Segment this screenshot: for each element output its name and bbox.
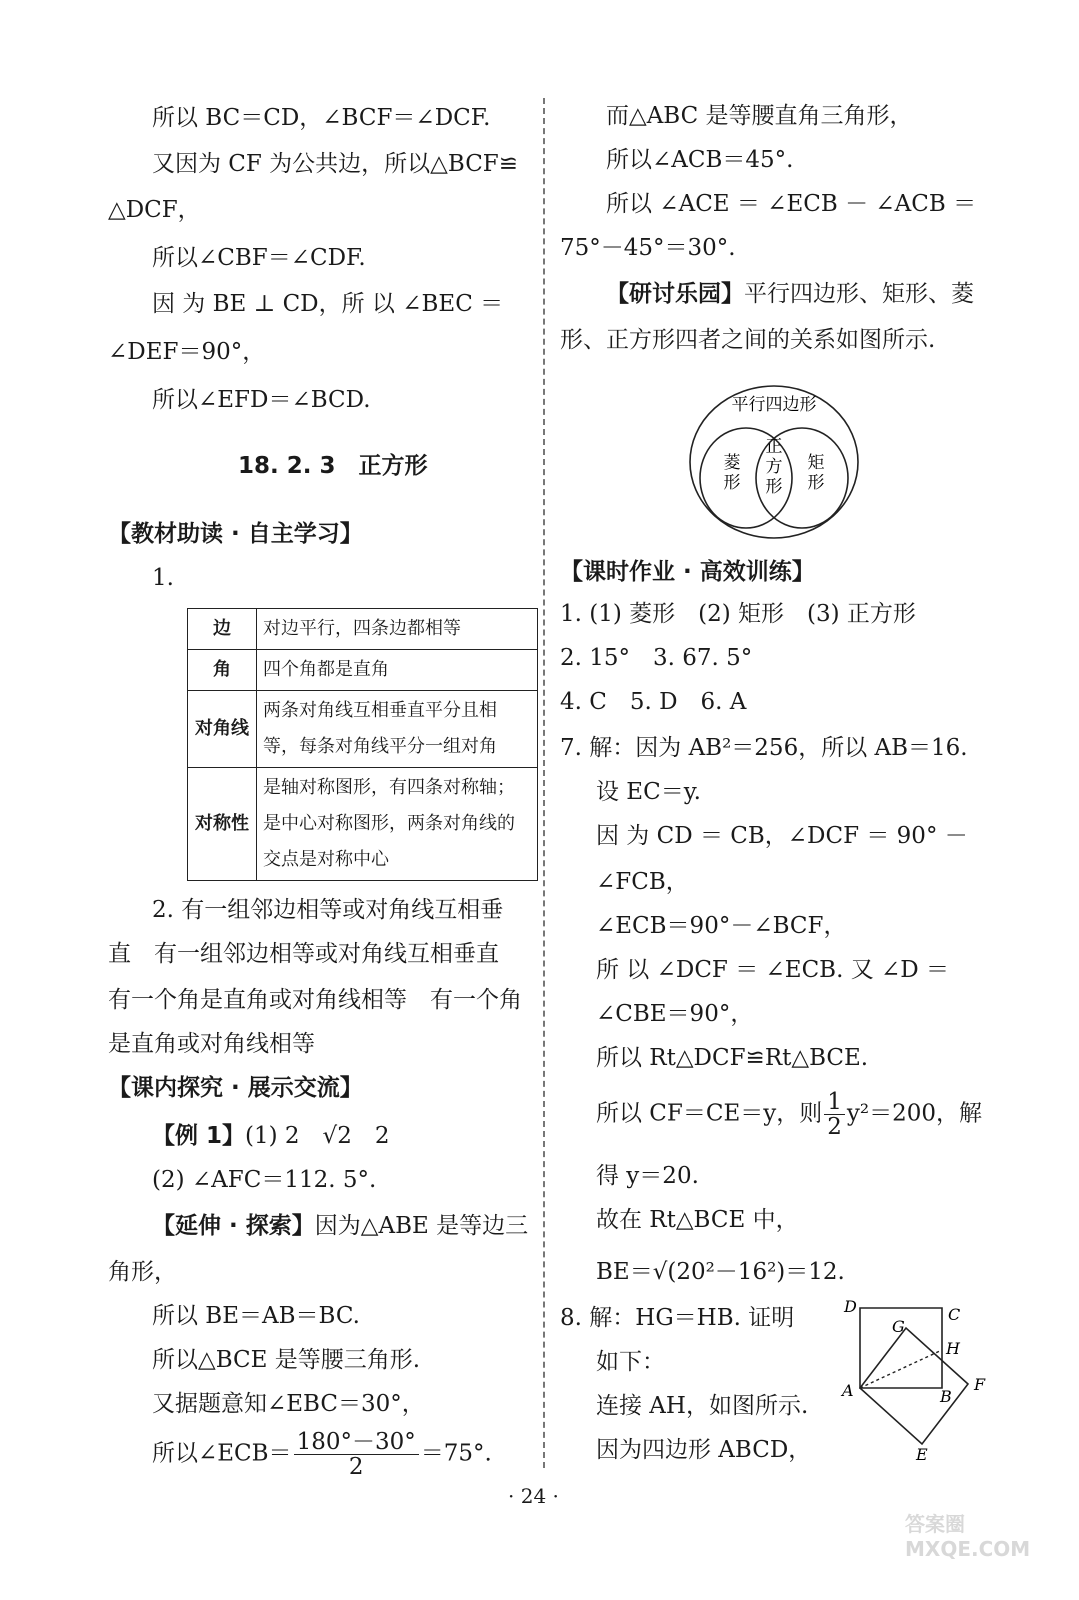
table-header-cell: 对角线 [188, 691, 257, 768]
table-cell: 两条对角线互相垂直平分且相等，每条对角线平分一组对角 [257, 691, 538, 768]
text-span: y²＝200，解 [846, 1100, 983, 1127]
text-line: 所以△BCE 是等腰三角形. [152, 1347, 421, 1373]
text-line: 75°－45°＝30°. [560, 235, 736, 261]
text-line: 设 EC＝y. [596, 779, 701, 805]
section-heading: 【课内探究 · 展示交流】 [108, 1075, 363, 1101]
text-line: 因为四边形 ABCD， [596, 1437, 812, 1463]
text-line: 是直角或对角线相等 [108, 1031, 315, 1057]
page-number: · 24 · [508, 1484, 559, 1508]
text-line: 角形， [108, 1259, 177, 1285]
table-cell: 四个角都是直角 [257, 650, 538, 691]
table-row [188, 691, 538, 768]
point-label-F: F [974, 1375, 986, 1394]
square-figure [838, 1298, 998, 1464]
example-tag: 【例 1】 [152, 1123, 246, 1149]
text-line: 又因为 CF 为公共边，所以△BCF≌ [152, 151, 519, 177]
fraction-denominator: 2 [348, 1454, 364, 1480]
venn-label-parallelogram: 平行四边形 [731, 395, 817, 415]
question-number: 1. [152, 565, 174, 591]
point-label-B: B [940, 1387, 952, 1406]
section-heading: 【教材助读 · 自主学习】 [108, 521, 363, 547]
answer-line: 2. 15° 3. 67. 5° [560, 645, 753, 671]
extension-text: 因为△ABE 是等边三 [314, 1213, 529, 1239]
extension-tag: 【延伸 · 探索】 [152, 1213, 315, 1239]
text-line: 所以∠ACB＝45°. [606, 147, 794, 173]
properties-table [187, 608, 538, 881]
fraction [294, 1430, 419, 1479]
venn-label-square: 正 [765, 437, 783, 457]
text-line: 得 y＝20. [596, 1163, 699, 1189]
extension-line [152, 1210, 528, 1242]
text-line: △DCF， [108, 197, 201, 223]
text-line: ∠DEF＝90°， [108, 339, 266, 365]
point-label-A: A [842, 1381, 854, 1400]
venn-label-rhombus: 菱 [723, 453, 741, 473]
answer-line: 4. C 5. D 6. A [560, 689, 747, 715]
table-cell: 是轴对称图形，有四条对称轴；是中心对称图形，两条对角线的交点是对称中心 [257, 768, 538, 881]
table-header-cell: 边 [188, 609, 257, 650]
venn-label-rectangle: 形 [807, 473, 825, 493]
text-line: 所以∠EFD＝∠BCD. [152, 387, 371, 413]
fraction-denominator: 2 [827, 1114, 842, 1140]
table-row [188, 768, 538, 881]
text-line: 故在 Rt△BCE 中， [596, 1207, 799, 1233]
answer-line: 7. 解：因为 AB²＝256，所以 AB＝16. [560, 735, 968, 761]
point-label-G: G [892, 1317, 905, 1336]
text-span: 所以 CF＝CE＝y，则 [596, 1100, 823, 1127]
fraction-line [152, 1430, 492, 1479]
fraction-numerator: 1 [824, 1090, 845, 1115]
answer-line: 8. 解：HG＝HB. 证明 [560, 1305, 795, 1331]
text-line: 所 以 ∠DCF ＝ ∠ECB. 又 ∠D ＝ [596, 957, 950, 983]
section-heading: 【课时作业 · 高效训练】 [560, 559, 815, 585]
discussion-line [606, 278, 974, 310]
discussion-tag: 【研讨乐园】 [606, 281, 744, 307]
text-line: 2. 有一组邻边相等或对角线互相垂 [152, 897, 504, 923]
text-line: 所以 Rt△DCF≌Rt△BCE. [596, 1045, 869, 1071]
text-line: 连接 AH，如图所示. [596, 1393, 809, 1419]
venn-diagram [688, 384, 860, 540]
text-line: 有一个角是直角或对角线相等 有一个角 [108, 987, 522, 1013]
table-header-cell: 角 [188, 650, 257, 691]
point-label-E: E [916, 1445, 928, 1464]
text-line: 而△ABC 是等腰直角三角形， [606, 103, 913, 129]
text-line: ∠ECB＝90°－∠BCF， [596, 913, 847, 939]
fraction-line [596, 1090, 982, 1139]
text-line: 如下： [596, 1349, 665, 1375]
segment-AH [860, 1350, 942, 1388]
text-line: 所以 BE＝AB＝BC. [152, 1303, 360, 1329]
venn-label-rectangle: 矩 [807, 453, 825, 473]
text-line: (2) ∠AFC＝112. 5°. [152, 1167, 377, 1193]
point-label-H: H [946, 1339, 960, 1358]
table-header-cell: 对称性 [188, 768, 257, 881]
text-line: 因 为 CD ＝ CB，∠DCF ＝ 90° － [596, 823, 968, 849]
discussion-text: 平行四边形、矩形、菱 [744, 281, 974, 307]
text-span: 所以∠ECB＝ [152, 1440, 292, 1467]
example-answer: (1) 2 √2 2 [245, 1123, 390, 1149]
table-cell: 对边平行，四条边都相等 [257, 609, 538, 650]
table-row [188, 609, 538, 650]
fraction [824, 1090, 845, 1139]
section-title: 18. 2. 3 正方形 [238, 453, 428, 479]
text-line: ∠CBE＝90°， [596, 1001, 754, 1027]
example-line [152, 1120, 389, 1152]
text-line: 又据题意知∠EBC＝30°， [152, 1391, 425, 1417]
point-label-D: D [844, 1298, 857, 1316]
text-line: 形、正方形四者之间的关系如图所示. [560, 327, 936, 353]
text-line: ∠FCB， [596, 869, 689, 895]
text-line: 直 有一组邻边相等或对角线互相垂直 [108, 941, 499, 967]
table-row [188, 650, 538, 691]
text-line: 因 为 BE ⊥ CD，所 以 ∠BEC ＝ [152, 291, 504, 317]
text-line: 所以 BC＝CD，∠BCF＝∠DCF. [152, 105, 491, 131]
point-label-C: C [948, 1305, 961, 1324]
column-divider [543, 98, 545, 1468]
text-line: 所以∠CBF＝∠CDF. [152, 245, 366, 271]
fraction-numerator: 180°－30° [294, 1430, 419, 1455]
text-span: ＝75°. [420, 1440, 492, 1467]
watermark: 答案圈 MXQE.COM [905, 1512, 1031, 1561]
text-line: 所以 ∠ACE ＝ ∠ECB － ∠ACB ＝ [606, 191, 977, 217]
venn-label-rhombus: 形 [723, 473, 741, 493]
answer-line: 1. (1) 菱形 (2) 矩形 (3) 正方形 [560, 601, 916, 627]
text-line: BE＝√(20²－16²)＝12. [596, 1259, 845, 1285]
venn-label-square: 方 [765, 457, 783, 477]
venn-label-square: 形 [765, 477, 783, 497]
